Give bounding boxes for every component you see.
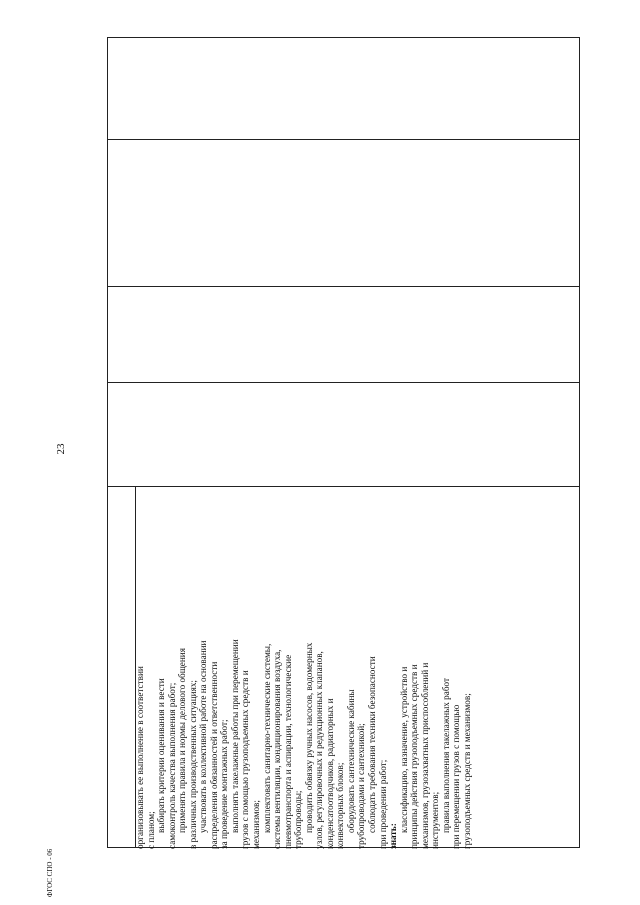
text-line: конвекторных блоков; [335,762,346,849]
text-line: участвовать в коллективной работе на основании [198,640,209,833]
text-line: пневмотранспорта и аспирации, технологические [282,654,293,849]
text-line: грузоподъемных средств и механизмов; [461,693,472,849]
text-line: проводить обвязку ручных насосов, водомерных [303,642,314,833]
text-line: знать: [388,823,399,849]
text-line: самоконтроль качества выполнения работ; [166,682,177,849]
page-number: 23 [55,443,67,455]
text-line: с планом; [145,811,156,849]
text-line: трубопроводами и сантехникой; [356,723,367,849]
requirements-cell [135,487,497,849]
text-line: организовывать ее выполнение в соответствии [135,666,145,849]
text-line: инструментов; [430,791,441,849]
text-line: соблюдать требования техники безопасности [367,656,378,833]
text-line: за проведение монтажных работ; [219,719,230,849]
text-line: в различных производственных ситуациях; [187,680,198,849]
text-line: применять правила и нормы делового общения [177,648,188,833]
document-table [107,37,580,848]
footer-label: ФГОС СПО - 06 [46,848,54,898]
table-row-divider [108,286,579,287]
text-line: оборудовать сантехнические кабины [345,689,356,833]
text-line: выполнять такелажные работы при перемещении [229,639,240,833]
table-row-divider [108,382,579,383]
rotated-text-container [135,487,472,849]
text-line: классификацию, назначение, устройство и [398,666,409,833]
text-line: комплектовать санитарно-технические системы, [261,643,272,833]
text-line: механизмов; [251,800,262,849]
requirements-text [135,509,473,849]
text-line: распределения обязанностей и ответственности [208,661,219,849]
text-line: конденсатоотводчиков, радиаторных и [324,698,335,849]
text-line: трубопроводы; [293,790,304,849]
text-line: выбирать критерии оценивания и вести [156,678,167,833]
text-line: механизмов, грузозахватных приспособлений и [419,662,430,849]
text-line: грузов с помощью грузоподъемных средств и [240,670,251,849]
text-line: принципы действия грузоподъемных средств и [409,664,420,849]
text-line: системы вентиляции, кондиционирования воздуха, [272,649,283,849]
table-row-divider [108,139,579,140]
text-line: при перемещении грузов с помощью [451,704,462,849]
text-line: правила выполнения такелажных работ [440,678,451,833]
text-line: при проведении работ; [377,759,388,849]
text-line: узлов, регулировочных и редукционных клапанов, [314,651,325,849]
